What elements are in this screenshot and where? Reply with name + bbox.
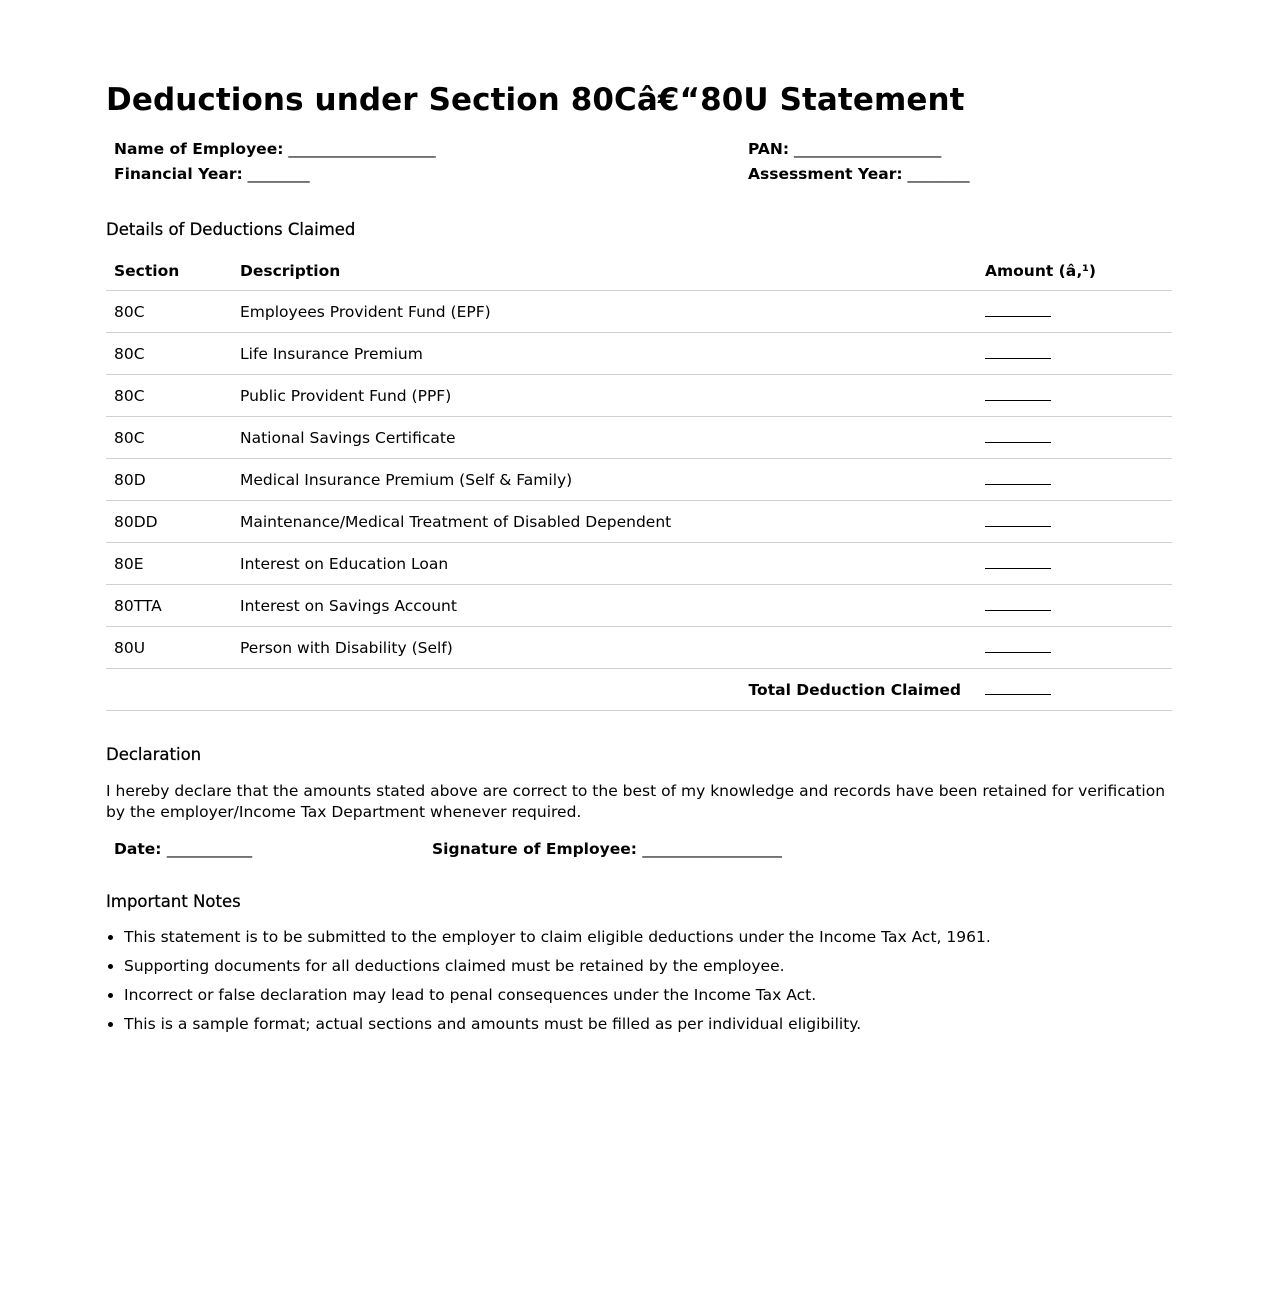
section-cell: 80E (106, 543, 232, 585)
amount-cell (977, 291, 1172, 333)
employee-name-field (114, 140, 436, 158)
section-cell: 80U (106, 627, 232, 669)
amount-blank[interactable] (985, 638, 1051, 653)
amount-blank[interactable] (985, 428, 1051, 443)
amount-cell (977, 459, 1172, 501)
employee-info (106, 136, 1172, 196)
date-field (114, 840, 252, 858)
table-row (106, 459, 1172, 501)
amount-blank[interactable] (985, 554, 1051, 569)
pan-blank[interactable]: ___________________ (794, 140, 942, 158)
declaration-text: I hereby declare that the amounts stated above are correct to the best of my knowledge and records have been retained for verification by the employer/Income Tax Department whenever required. (106, 782, 1166, 821)
assessment-year-label: Assessment Year: (748, 165, 903, 183)
amount-blank[interactable] (985, 344, 1051, 359)
table-row (106, 291, 1172, 333)
financial-year-blank[interactable]: ________ (247, 165, 310, 183)
amount-cell (977, 543, 1172, 585)
signature-label: Signature of Employee: (432, 840, 637, 858)
description-cell: Life Insurance Premium (232, 333, 977, 375)
table-row (106, 417, 1172, 459)
section-cell: 80DD (106, 501, 232, 543)
amount-cell (977, 627, 1172, 669)
description-cell: Interest on Education Loan (232, 543, 977, 585)
table-row (106, 585, 1172, 627)
section-cell: 80C (106, 375, 232, 417)
page-title: Deductions under Section 80Câ€“80U Statement (106, 82, 965, 118)
amount-blank[interactable] (985, 596, 1051, 611)
pan-label: PAN: (748, 140, 790, 158)
section-cell: 80D (106, 459, 232, 501)
signature-row (106, 840, 1172, 864)
amount-blank[interactable] (985, 512, 1051, 527)
description-cell: Public Provident Fund (PPF) (232, 375, 977, 417)
deductions-table-body (106, 291, 1172, 669)
deductions-heading: Details of Deductions Claimed (106, 220, 356, 239)
notes-list (106, 927, 1172, 1035)
note-item: • This statement is to be submitted to the employer to claim eligible deductions under the Income Tax Act, 1961. (124, 927, 1172, 948)
deductions-table (106, 252, 1172, 711)
amount-blank[interactable] (985, 470, 1051, 485)
declaration-heading: Declaration (106, 745, 202, 764)
column-header-description: Description (232, 252, 977, 291)
amount-blank[interactable] (985, 386, 1051, 401)
pan-field (748, 140, 941, 158)
section-cell: 80TTA (106, 585, 232, 627)
section-cell: 80C (106, 417, 232, 459)
note-item: • Incorrect or false declaration may lead to penal consequences under the Income Tax Act. (124, 985, 1172, 1006)
description-cell: Maintenance/Medical Treatment of Disabled Dependent (232, 501, 977, 543)
table-row (106, 543, 1172, 585)
section-cell: 80C (106, 333, 232, 375)
section-cell: 80C (106, 291, 232, 333)
column-header-amount: Amount (â‚¹) (977, 252, 1172, 291)
assessment-year-blank[interactable]: ________ (907, 165, 970, 183)
amount-blank[interactable] (985, 302, 1051, 317)
total-amount-cell (977, 669, 1172, 711)
employee-name-blank[interactable]: ___________________ (288, 140, 436, 158)
total-label: Total Deduction Claimed (106, 669, 977, 711)
statement-page (106, 0, 1172, 1035)
description-cell: Interest on Savings Account (232, 585, 977, 627)
amount-cell (977, 333, 1172, 375)
amount-cell (977, 501, 1172, 543)
description-cell: Person with Disability (Self) (232, 627, 977, 669)
date-label: Date: (114, 840, 162, 858)
employee-name-label: Name of Employee: (114, 140, 284, 158)
description-cell: Medical Insurance Premium (Self & Family) (232, 459, 977, 501)
description-cell: Employees Provident Fund (EPF) (232, 291, 977, 333)
amount-cell (977, 585, 1172, 627)
signature-field (432, 840, 782, 858)
notes-heading: Important Notes (106, 892, 241, 911)
table-row (106, 333, 1172, 375)
total-row (106, 669, 1172, 711)
column-header-section: Section (106, 252, 232, 291)
table-row (106, 627, 1172, 669)
description-cell: National Savings Certificate (232, 417, 977, 459)
total-amount-blank[interactable] (985, 680, 1051, 695)
note-item: • Supporting documents for all deductions claimed must be retained by the employee. (124, 956, 1172, 977)
assessment-year-field (748, 165, 969, 183)
signature-blank[interactable]: __________________ (642, 840, 782, 858)
table-row (106, 501, 1172, 543)
amount-cell (977, 375, 1172, 417)
table-header-row (106, 252, 1172, 291)
financial-year-label: Financial Year: (114, 165, 243, 183)
date-blank[interactable]: ___________ (166, 840, 253, 858)
financial-year-field (114, 165, 310, 183)
amount-cell (977, 417, 1172, 459)
note-item: • This is a sample format; actual sections and amounts must be filled as per individual eligibility. (124, 1014, 1172, 1035)
table-row (106, 375, 1172, 417)
